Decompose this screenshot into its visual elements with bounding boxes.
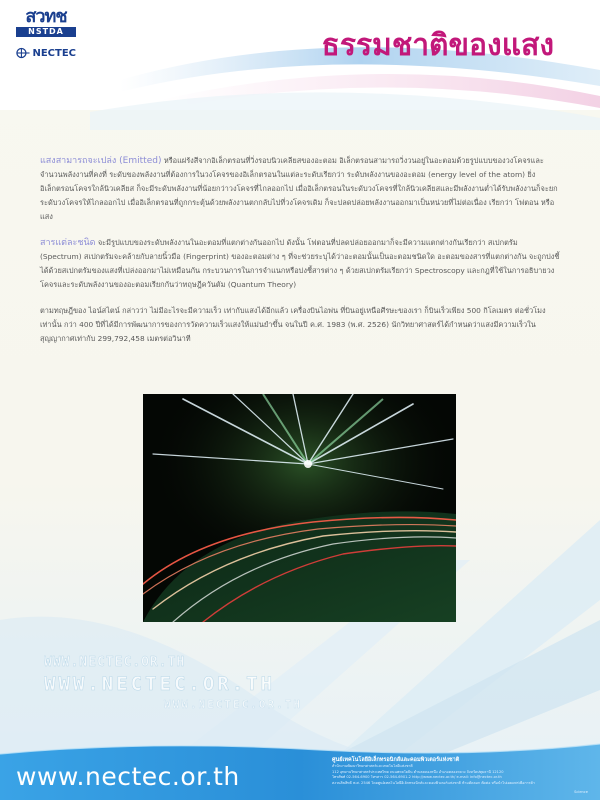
paragraph-text: ตามทฤษฎีของ ไอน์สไตน์ กล่าวว่า ไม่มีอะไรจะมีความเร็ว เท่ากับแสงได้อีกแล้ว เครื่องบินไอพ่น ที่บินอยู่เหนือศีรษะของเรา ก็บินเร็วเพียง 500 กิโลเมตร ต่อชั่วโมงเท่านั้น กว่า 400 ปีที่ได้มีการพัฒนาการของการวัดความเร็วแสงให้แม่นยำขึ้น จนในปี ค.ศ. 1983 (พ.ศ. 2526) นักวิทยาศาสตร์ได้กำหนดว่าแสงมีความเร็วในสุญญากาศเท่ากับ 299,792,458 เมตรต่อวินาที <box>40 306 546 343</box>
footer-address: 112 อุทยานวิทยาศาสตร์ประเทศไทย ถนนพหลโยธิน ตำบลคลองหนึ่ง อำเภอคลองหลวง จังหวัดปทุมธานี 12120 <box>332 769 504 774</box>
paragraph-spectrum <box>40 236 560 292</box>
paragraph-lead: แสงสามารถจะเปล่ง (Emitted) <box>40 156 162 166</box>
footer-url[interactable]: www.nectec.or.th <box>16 762 240 791</box>
nectec-logo-text: NECTEC <box>32 47 76 59</box>
light-trails-photo <box>143 394 456 622</box>
footer-org-line: สำนักงานพัฒนาวิทยาศาสตร์และเทคโนโลยีแห่งชาติ <box>332 764 413 768</box>
paragraph-text: หรือแผ่รังสีจากอิเล็กตรอนที่วิ่งรอบนิวเคลียสของอะตอม อิเล็กตรอนสามารถวิ่งวนอยู่ในอะตอมด้วยรูปแบบของวงโคจรและจำนวนพลังงานที่คงที่ ระดับของพลังงานที่ต้องการในวงโคจรของอิเล็กตรอนในแต่ละระดับเรียกว่า ระดับพลังงานของอะตอม (energy level of the atom) ยิ่งอิเล็กตรอนโคจรใกล้นิวเคลียส ก็จะมีระดับพลังงานที่น้อยกว่าวงโคจรที่ไกลออกไป เมื่ออิเล็กตรอนในระดับวงโคจรที่ใกล้นิวเคลียสและมีพลังงานต่ำได้รับพลังงานก็จะยกระดับวงโคจรให้ไกลออกไป เมื่ออิเล็กตรอนที่ถูกกระตุ้นด้วยพลังงานตกกลับไปที่วงโคจรเดิม ก็จะปลดปล่อยพลังงานออกมาเป็นหน่วยที่ไม่ต่อเนื่อง เรียกว่า โฟตอน หรือแสง <box>40 156 558 221</box>
nectec-mark-icon <box>16 47 30 59</box>
footer-contact: โทรศัพท์ 02-564-6900 โทรสาร 02-564-6901-2 http://www.nectec.or.th/ e-mail: info@nectec.or.th <box>332 775 502 779</box>
footer-organization <box>332 757 582 786</box>
paragraph-text: จะมีรูปแบบของระดับพลังงานในอะตอมที่แตกต่างกันออกไป ดังนั้น โฟตอนที่ปลดปล่อยออกมาก็จะมีความแตกต่างกันเรียกว่า สเปกตรัม (Spectrum) สเปกตรัมจะคล้ายกับลายนิ้วมือ (Fingerprint) ของอะตอมต่าง ๆ ที่จะช่วยระบุได้ว่าอะตอมนั้นเป็นอะตอมชนิดใด อะตอมของสารที่แตกต่างกัน จะถูกบ่งชี้ได้ด้วยสเปกตรัมของแสงที่เปล่งออกมาไม่เหมือนกัน กระบวนการในการจำแนกหรือบ่งชี้สารต่าง ๆ ด้วยสเปกตรัมเรียกว่า Spectroscopy และกฎที่ใช้ในการอธิบายวงโคจรและระดับพลังงานของอะตอมเรียกกันว่าทฤษฎีควันตัม (Quantum Theory) <box>40 238 560 289</box>
nstda-logo-en: NSTDA <box>16 27 76 37</box>
page-title: ธรรมชาติของแสง <box>321 28 554 63</box>
paragraph-emission <box>40 154 560 224</box>
watermark-line-1: WWW.NECTEC.OR.TH <box>44 655 186 670</box>
nstda-logo-thai: สวทช <box>25 6 67 27</box>
url-watermark <box>44 650 464 730</box>
watermark-line-2: WWW.NECTEC.OR.TH <box>44 673 276 695</box>
footer-org-title: ศูนย์เทคโนโลยีอิเล็กทรอนิกส์และคอมพิวเตอร์แห่งชาติ <box>332 757 460 763</box>
paragraph-lead: สารแต่ละชนิด <box>40 238 96 248</box>
watermark-line-3: WWW.NECTEC.OR.TH <box>164 698 302 711</box>
article-body <box>40 154 560 358</box>
nectec-logo <box>16 47 76 59</box>
footer-code: Science <box>574 790 588 794</box>
nstda-logo <box>16 8 76 59</box>
footer-copyright: สงวนลิขสิทธิ์ พ.ศ. 2546 โดยศูนย์เทคโนโลยีอิเล็กทรอนิกส์และคอมพิวเตอร์แห่งชาติ ห้ามคัดลอก ตัดต่อ หรือนำไปเผยแพร่เพื่อการค้า <box>332 780 535 785</box>
paragraph-speed-of-light <box>40 304 560 346</box>
